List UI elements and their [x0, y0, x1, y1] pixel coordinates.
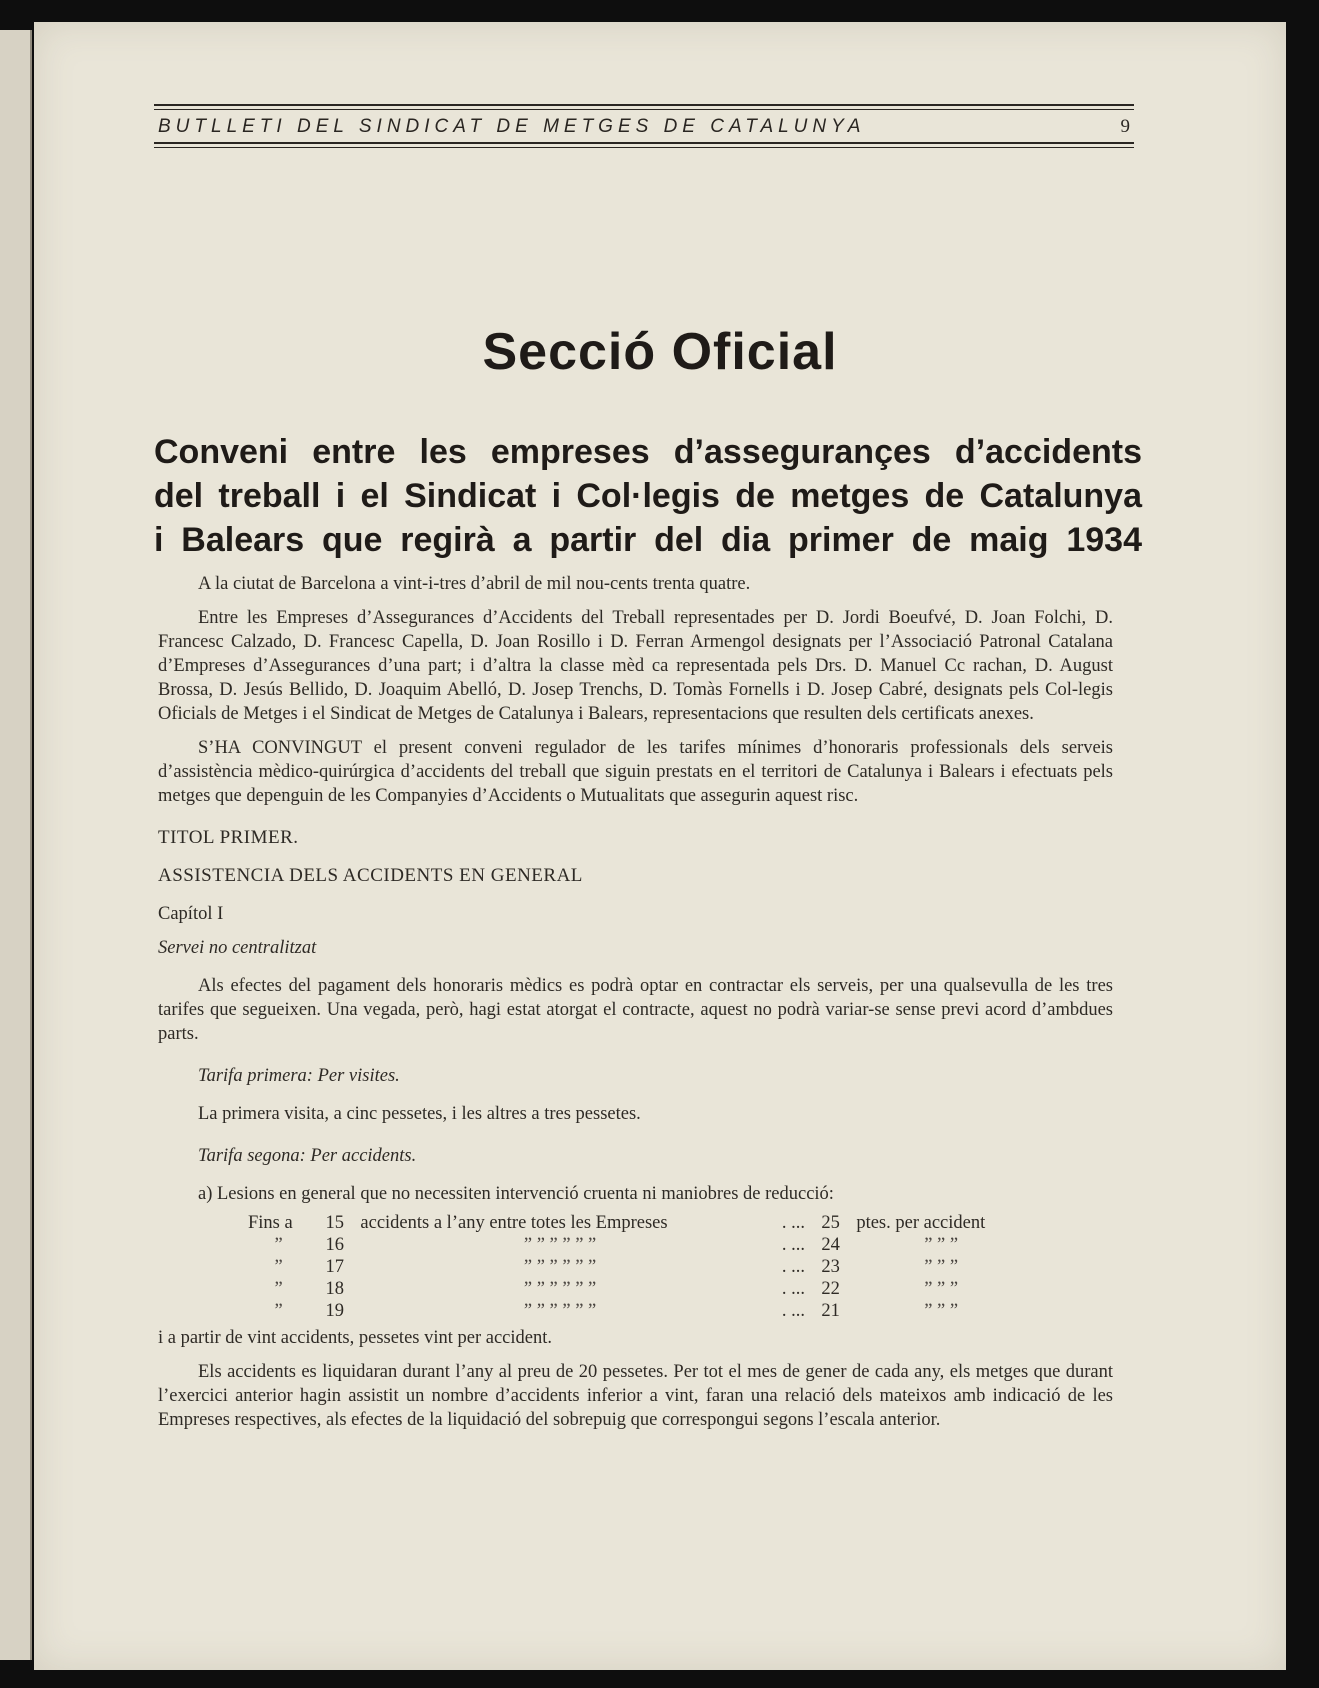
rate-dots: . ... [781, 1235, 806, 1255]
rate-unit: ptes. per accident [856, 1213, 986, 1233]
paragraph: Entre les Empreses d’Assegurances d’Accidents del Treball representades per D. Jordi Boeufvé, D. Joan Folchi, D. Francesc Calzado, D. Francesc Capella, D. Joan Rosillo i D. Ferran Armengol designats per l’Associació Patronal Catalana d’Empreses d’Assegurances d’una part; i d’altra la classe mèd ca representada pels Drs. D. Manuel Cc rachan, D. August Brossa, D. Jesús Bellido, D. Joaquim Abelló, D. Josep Trenchs, D. Tomàs Fornells i D. Josep Cabré, designats pels Col-legis Oficials de Metges i el Sindicat de Metges de Catalunya i Balears, representacions que resulten dels certificats anexes. [158, 608, 1113, 724]
subheading: Servei no centralitzat [158, 938, 317, 958]
table-row [242, 1212, 1032, 1234]
tariff-heading: Tarifa primera: Per visites. [198, 1066, 400, 1086]
section-title: Secció Oficial [482, 323, 838, 381]
paragraph: i a partir de vint accidents, pessetes vint per accident. [158, 1328, 553, 1348]
rate-prefix: ” [274, 1235, 283, 1255]
paragraph: A la ciutat de Barcelona a vint-i-tres d’abril de mil nou-cents trenta quatre. [198, 574, 751, 594]
rate-price: 24 [821, 1235, 840, 1255]
paragraph: Als efectes del pagament dels honoraris mèdics es podrà optar en contractar els serveis, per una qualsevulla de les tres tarifes que segueixen. Una vegada, però, hagi estat atorgat el contracte, aquest no podrà variar-se sense previ acord d’ambdues parts. [158, 976, 1113, 1044]
running-header [154, 104, 1134, 148]
rate-unit: ” ” ” [924, 1301, 959, 1321]
rate-prefix: ” [274, 1301, 283, 1321]
rate-count: 16 [325, 1235, 344, 1255]
document-page [34, 22, 1286, 1670]
article-body [158, 572, 1113, 1432]
rate-text: ” ” ” ” ” ” [523, 1257, 597, 1277]
section-heading: ASSISTENCIA DELS ACCIDENTS EN GENERAL [158, 865, 583, 886]
rate-unit: ” ” ” [924, 1235, 959, 1255]
article-title-line: Conveni entre les empreses d’assegurançes d’accidents [154, 433, 1142, 471]
rate-dots: . ... [781, 1257, 806, 1277]
table-row [242, 1278, 1032, 1300]
rate-count: 15 [325, 1213, 344, 1233]
table-row [242, 1300, 1032, 1322]
rate-count: 17 [325, 1257, 344, 1277]
article-title [154, 430, 1142, 562]
rate-prefix: ” [274, 1257, 283, 1277]
header-rule-bottom [154, 142, 1134, 144]
rates-table [242, 1212, 1032, 1322]
rate-prefix: ” [274, 1279, 283, 1299]
rate-unit: ” ” ” [924, 1257, 959, 1277]
table-row [242, 1256, 1032, 1278]
rate-dots: . ... [781, 1213, 806, 1233]
paragraph: a) Lesions en general que no necessiten intervenció cruenta ni maniobres de reducció: [198, 1184, 834, 1204]
rate-dots: . ... [781, 1279, 806, 1299]
article-title-line: del treball i el Sindicat i Col·legis de metges de Catalunya [154, 477, 1142, 515]
previous-page-edge [0, 30, 32, 1660]
table-row [242, 1234, 1032, 1256]
rate-prefix: Fins a [248, 1213, 293, 1233]
article-title-line: i Balears que regirà a partir del dia primer de maig 1934 [154, 521, 1142, 559]
rate-count: 18 [325, 1279, 344, 1299]
rate-count: 19 [325, 1301, 344, 1321]
rate-dots: . ... [781, 1301, 806, 1321]
page-number: 9 [1120, 116, 1130, 137]
chapter-heading: Capítol I [158, 904, 224, 924]
paragraph: La primera visita, a cinc pessetes, i les altres a tres pessetes. [198, 1104, 641, 1124]
rate-text: ” ” ” ” ” ” [523, 1235, 597, 1255]
rate-text: ” ” ” ” ” ” [523, 1279, 597, 1299]
rate-price: 21 [821, 1301, 840, 1321]
rate-unit: ” ” ” [924, 1279, 959, 1299]
rate-price: 25 [821, 1213, 840, 1233]
tariff-heading: Tarifa segona: Per accidents. [198, 1146, 417, 1166]
paragraph: Els accidents es liquidaran durant l’any al preu de 20 pessetes. Per tot el mes de gener de cada any, els metges que durant l’exercici anterior hagin assistit un nombre d’accidents inferior a vint, faran una relació dels mateixos amb indicació de les Empreses respectives, als efectes de la liquidació del sobrepuig que correspongui segons l’escala anterior. [158, 1362, 1113, 1430]
header-rule-top-thin [154, 109, 1134, 110]
title-heading: TITOL PRIMER. [158, 827, 299, 848]
rate-price: 23 [821, 1257, 840, 1277]
rate-price: 22 [821, 1279, 840, 1299]
header-rule-top [154, 104, 1134, 106]
rate-text: ” ” ” ” ” ” [523, 1301, 597, 1321]
header-rule-bottom-thin [154, 147, 1134, 148]
rate-text: accidents a l’any entre totes les Empreses [360, 1213, 668, 1233]
journal-title: BUTLLETI DEL SINDICAT DE METGES DE CATALUNYA [158, 116, 866, 137]
paragraph: S’HA CONVINGUT el present conveni regulador de les tarifes mínimes d’honoraris professionals dels serveis d’assistència mèdico-quirúrgica d’accidents del treball que siguin prestats en el territori de Catalunya i Balears i efectuats pels metges que depenguin de les Companyies d’Accidents o Mutualitats que assegurin aquest risc. [158, 738, 1113, 806]
